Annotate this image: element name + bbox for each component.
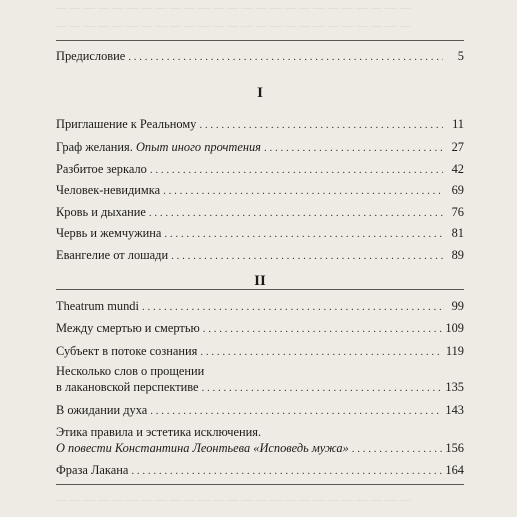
page-number: 164 (445, 463, 464, 477)
leader-dots (131, 464, 442, 479)
toc-entry[interactable] (56, 140, 464, 156)
page-number: 76 (451, 205, 464, 219)
toc-entry[interactable] (56, 299, 464, 315)
page-number: 109 (445, 321, 464, 335)
toc-entry[interactable] (56, 321, 464, 337)
page-number: 81 (451, 226, 464, 240)
entry-title-italic: О повести Константина Леонтьева «Исповедь мужа» (56, 441, 349, 455)
page-number: 89 (451, 248, 464, 262)
page-number: 156 (445, 441, 464, 455)
leader-dots (150, 404, 442, 419)
leader-dots (352, 442, 443, 457)
toc-entry-line2[interactable] (56, 380, 464, 396)
part-numeral-2: II (254, 273, 266, 289)
entry-title: В ожидании духа (56, 403, 148, 417)
leader-dots (264, 141, 443, 156)
entry-title: Субъект в потоке сознания (56, 344, 198, 358)
toc-entry[interactable] (56, 162, 464, 178)
entry-title: Предисловие (56, 49, 126, 63)
page-number: 119 (445, 344, 464, 358)
entry-title: Человек-невидимка (56, 183, 161, 197)
toc-entry[interactable] (56, 226, 464, 242)
page-number: 135 (445, 380, 464, 394)
leader-dots (202, 381, 443, 396)
bleed-through-text: — — — — — — — — — — — — — — — — — — — — — — — — — (55, 2, 411, 14)
bleed-through-text: — — — — — — — — — — — — — — — — — — — — — — — — — (55, 20, 411, 32)
entry-title-italic: Опыт иного прочтения (135, 140, 261, 154)
toc-entry-line2[interactable] (56, 441, 464, 457)
page-number: 5 (457, 49, 464, 63)
leader-dots (203, 322, 443, 337)
page-number: 27 (451, 140, 464, 154)
page-number: 143 (445, 403, 464, 417)
toc-entry[interactable] (56, 205, 464, 221)
page-number: 42 (451, 162, 464, 176)
toc-entry[interactable] (56, 117, 464, 133)
page-number: 99 (451, 299, 464, 313)
toc-entry[interactable] (56, 183, 464, 199)
leader-dots (142, 300, 443, 315)
leader-dots (164, 227, 443, 242)
entry-title: Граф желания. Опыт иного прочтения (56, 140, 261, 154)
table-of-contents (56, 0, 464, 517)
toc-entry[interactable] (56, 403, 464, 419)
bleed-through-text: — — — — — — — — — — — — — — — — — — — — — — — — — (55, 494, 411, 506)
leader-dots (149, 206, 443, 221)
toc-entry[interactable] (56, 463, 464, 479)
leader-dots (150, 163, 443, 178)
entry-title: Фраза Лакана (56, 463, 129, 477)
leader-dots (199, 118, 443, 133)
bottom-rule (56, 484, 464, 485)
entry-title: Червь и жемчужина (56, 226, 162, 240)
top-rule (56, 40, 464, 41)
entry-title: Приглашение к Реальному (56, 117, 197, 131)
page-number: 11 (452, 117, 464, 131)
entry-title: Theatrum mundi (56, 299, 139, 313)
entry-title: в лакановской перспективе (56, 380, 199, 394)
toc-entry-line1[interactable]: Несколько слов о прощении (56, 364, 205, 378)
toc-entry[interactable] (56, 344, 464, 360)
entry-title: Евангелие от лошади (56, 248, 169, 262)
leader-dots (163, 184, 443, 199)
leader-dots (128, 50, 443, 65)
section-rule (56, 289, 464, 290)
toc-entry-preface[interactable] (56, 49, 464, 65)
part-numeral-1: I (257, 85, 263, 101)
entry-title: Между смертью и смертью (56, 321, 200, 335)
page-number: 69 (451, 183, 464, 197)
leader-dots (200, 345, 443, 360)
leader-dots (171, 249, 443, 264)
entry-title: Разбитое зеркало (56, 162, 147, 176)
toc-entry-line1[interactable]: Этика правила и эстетика исключения. (56, 425, 262, 439)
toc-entry[interactable] (56, 248, 464, 264)
entry-title: Кровь и дыхание (56, 205, 146, 219)
